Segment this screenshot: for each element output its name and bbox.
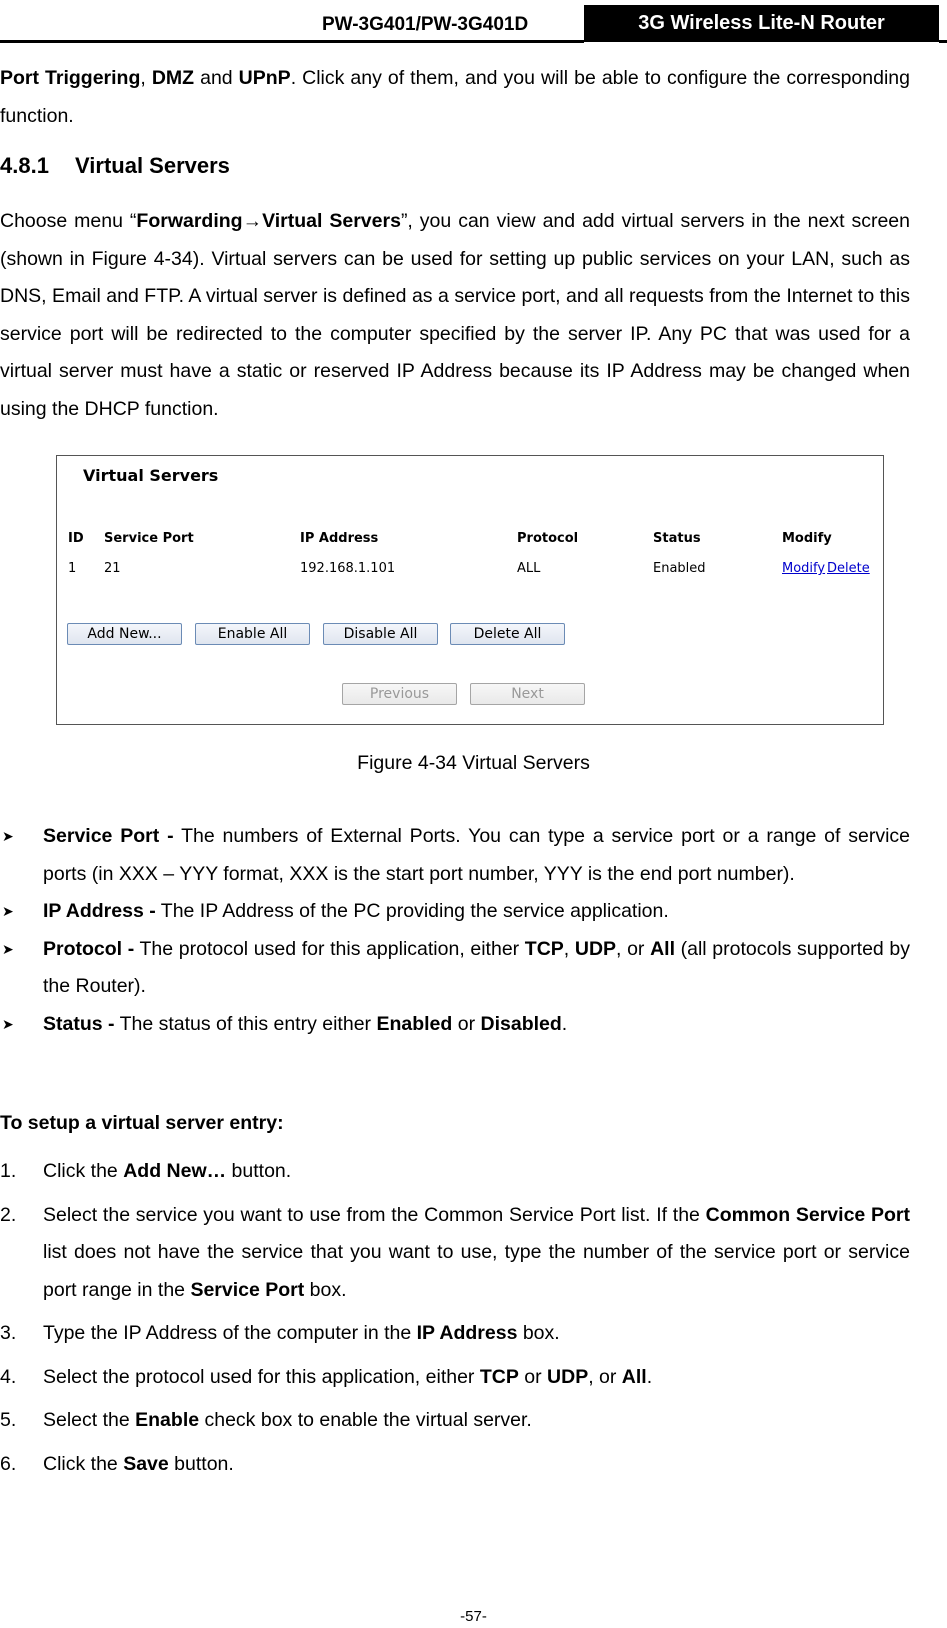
next-button[interactable]: Next (470, 683, 585, 705)
cell-ip-address: 192.168.1.101 (300, 561, 396, 576)
bullet-key: Status - (43, 1012, 115, 1035)
page-header (0, 0, 947, 42)
bullet-key: Protocol - (43, 937, 135, 960)
bullet-arrow-icon: ➤ (2, 828, 14, 844)
enable-all-button[interactable]: Enable All (195, 623, 310, 645)
text: , (563, 937, 575, 960)
text: or (518, 1365, 548, 1388)
bold-value: Enable (135, 1409, 200, 1431)
step-1 (0, 1153, 910, 1191)
bold-value: Save (123, 1452, 169, 1475)
figure-panel-title: Virtual Servers (83, 466, 219, 485)
intro-paragraph (0, 203, 910, 428)
text: box. (304, 1278, 347, 1301)
bold-upnp: UPnP (238, 67, 291, 89)
bold-port-triggering: Port Triggering (0, 67, 141, 89)
text: ”, you can view and add virtual servers in the next screen (shown in Figure 4-34). Virtual servers can be used for setting up public services on your LAN, such as DNS, Email and FTP. A virtual server is defined as a service port, and all requests from the Internet to this service port will be redirected to the computer specified by the server IP. Any PC that was used for a virtual server must have a static or reserved IP Address because its IP Address may be changed when using the DHCP function. (0, 210, 910, 420)
modify-link[interactable]: Modify (782, 561, 826, 576)
bold-value: Service Port (190, 1278, 305, 1301)
text: , (140, 67, 152, 89)
section-number: 4.8.1 (0, 153, 49, 178)
text: button. (168, 1452, 234, 1475)
step-number: 5. (0, 1409, 17, 1431)
step-5 (0, 1402, 910, 1440)
virtual-servers-screenshot (56, 455, 884, 725)
col-service-port: Service Port (104, 531, 194, 546)
bold-value: All (650, 937, 675, 960)
bold-value: Add New… (123, 1160, 227, 1182)
text: The protocol used for this application, either (134, 937, 525, 960)
step-2 (0, 1197, 910, 1310)
text: Click the (43, 1452, 124, 1475)
header-product: 3G Wireless Lite-N Router (584, 5, 939, 42)
bullet-ip-address (0, 893, 910, 931)
setup-heading: To setup a virtual server entry: (0, 1112, 284, 1134)
text: and (194, 67, 239, 89)
step-6 (0, 1446, 910, 1484)
bullet-key: Service Port - (43, 825, 174, 847)
text: Select the service you want to use from the Common Service Port list. If the (43, 1203, 706, 1226)
add-new-button[interactable]: Add New... (67, 623, 182, 645)
text: Select the protocol used for this application, either (43, 1365, 480, 1388)
bold-value: UDP (574, 937, 617, 960)
bullet-service-port (0, 818, 910, 893)
col-ip-address: IP Address (300, 531, 379, 546)
header-rule-right (939, 40, 947, 43)
bullet-arrow-icon: ➤ (2, 940, 14, 957)
col-status: Status (653, 531, 701, 546)
delete-all-button[interactable]: Delete All (450, 623, 565, 645)
step-number: 6. (0, 1452, 17, 1475)
bold-value: UDP (547, 1365, 589, 1388)
section-heading (0, 153, 230, 179)
text: (all protocols supported by the Router). (43, 937, 911, 997)
col-modify: Modify (782, 531, 832, 546)
step-number: 1. (0, 1160, 17, 1182)
col-id: ID (68, 531, 84, 546)
setup-steps (0, 1153, 910, 1489)
bullet-protocol (0, 931, 910, 1006)
text: . (561, 1012, 568, 1035)
header-model: PW-3G401/PW-3G401D (322, 14, 529, 35)
text: , or (588, 1365, 622, 1388)
text: Type the IP Address of the computer in the (43, 1322, 417, 1344)
delete-link[interactable]: Delete (827, 561, 870, 576)
bullet-arrow-icon: ➤ (2, 903, 14, 919)
bold-value: TCP (479, 1365, 519, 1388)
cell-status: Enabled (653, 561, 706, 576)
text: or (452, 1012, 481, 1035)
step-number: 2. (0, 1203, 17, 1226)
step-3 (0, 1315, 910, 1353)
cell-id: 1 (68, 561, 77, 576)
text: , or (616, 937, 651, 960)
header-rule (0, 40, 584, 43)
text: The IP Address of the PC providing the service application. (155, 900, 669, 922)
page-number: -57- (460, 1608, 487, 1625)
text: Click the (43, 1160, 124, 1182)
text: list does not have the service that you want to use, type the number of the service port or service port range in the (43, 1241, 910, 1301)
step-number: 4. (0, 1365, 17, 1388)
text: Choose menu “ (0, 210, 137, 232)
text: Select the (43, 1409, 136, 1431)
text: box. (517, 1322, 560, 1344)
disable-all-button[interactable]: Disable All (323, 623, 438, 645)
bullet-key: IP Address - (43, 900, 156, 922)
bold-value: All (621, 1365, 647, 1388)
text: The status of this entry either (114, 1012, 377, 1035)
bold-value: TCP (524, 937, 564, 960)
bold-value: Enabled (376, 1012, 453, 1035)
bold-dmz: DMZ (151, 67, 195, 89)
text: check box to enable the virtual server. (199, 1409, 532, 1431)
bold-value: Common Service Port (705, 1203, 910, 1226)
field-descriptions (0, 818, 910, 1043)
lead-paragraph (0, 60, 910, 135)
text: . (646, 1365, 653, 1388)
text: The numbers of External Ports. You can type a service port or a range of service ports (in XXX – YYY format, XXX is the start port number, YYY is the end port number). (43, 825, 910, 885)
section-title: Virtual Servers (75, 153, 230, 178)
previous-button[interactable]: Previous (342, 683, 457, 705)
text: . Click any of them, and you will be able to configure the corresponding function. (0, 67, 910, 127)
col-protocol: Protocol (517, 531, 579, 546)
step-4 (0, 1359, 910, 1397)
cell-service-port: 21 (104, 561, 121, 576)
bold-value: IP Address (416, 1322, 518, 1344)
text: button. (226, 1160, 292, 1182)
step-number: 3. (0, 1322, 17, 1344)
bullet-arrow-icon: ➤ (2, 1015, 14, 1032)
cell-protocol: ALL (517, 561, 541, 576)
figure-caption: Figure 4-34 Virtual Servers (357, 752, 590, 774)
bold-menu-path: Forwarding→Virtual Servers (136, 210, 401, 232)
bold-value: Disabled (480, 1012, 562, 1035)
bullet-status (0, 1006, 910, 1044)
